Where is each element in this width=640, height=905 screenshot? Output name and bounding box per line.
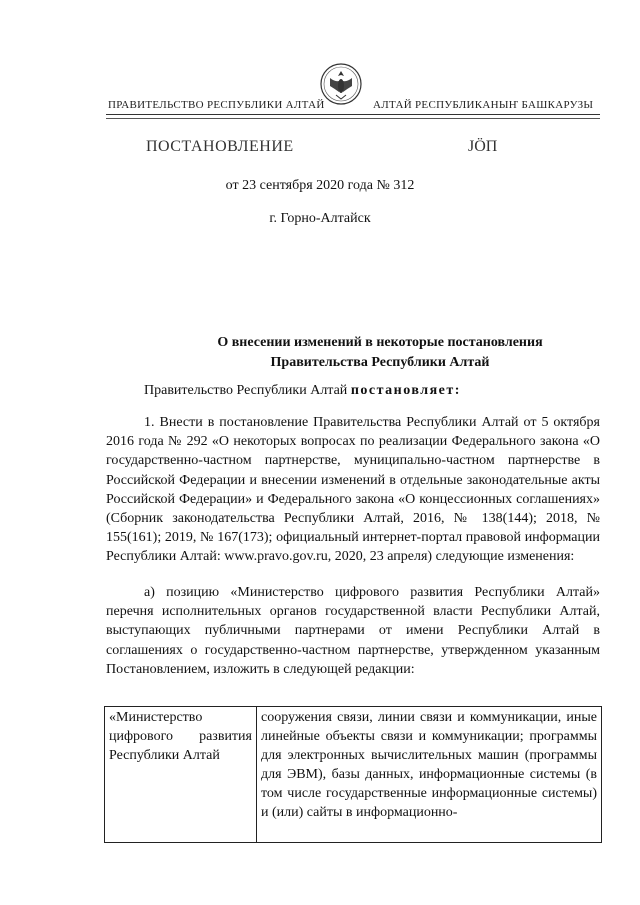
header-rule xyxy=(106,114,600,115)
title-line-2: Правительства Республики Алтай xyxy=(270,355,490,370)
table-row xyxy=(105,707,602,843)
city: г. Горно-Алтайск xyxy=(269,211,371,226)
coat-of-arms-emblem xyxy=(318,62,364,106)
table-cell-objects: сооружения связи, линии связи и коммуникации, иные линейные объекты связи и коммуникации; программы для электронных вычислительных машин (программы для ЭВМ), базы данных, информационные системы (в том числе государственные информационные системы) и (или) сайты в информационно- xyxy=(257,707,602,843)
title-line-1: О внесении изменений в некоторые постановления xyxy=(217,335,543,350)
intro-text: Правительство Республики Алтай xyxy=(144,383,351,398)
doc-type-alt: JÖП xyxy=(468,138,498,155)
document-title xyxy=(100,333,620,373)
table-cell-ministry: «Министерство цифрового развития Республики Алтай xyxy=(105,707,257,843)
paragraph-1: 1. Внести в постановление Правительства Республики Алтай от 5 октября 2016 года № 292 «О некоторых вопросах по реализации Федерального закона «О государственно-частном партнерстве, муниципально-частном партнерстве в Российской Федерации и внесении изменений в отдельные законодательные акты Российской Федерации» и Федерального закона «О концессионных соглашениях» (Сборник законодательства Республики Алтай, 2016, № 138(144); 2018, № 155(161); 2019, № 167(173); официальный интернет-портал правовой информации Республики Алтай: www.pravo.gov.ru, 2020, 23 апреля) следующие изменения: xyxy=(106,415,600,565)
inserted-table xyxy=(104,706,602,843)
header-rule-thin xyxy=(106,118,600,119)
doc-type-ru: ПОСТАНОВЛЕНИЕ xyxy=(146,138,294,155)
paragraph-2: а) позицию «Министерство цифрового развития Республики Алтай» перечня исполнительных органов государственной власти Республики Алтай, выступающих публичными партнерами от имени Республики Алтай в соглашениях о государственно-частном партнерстве, утвержденном указанным Постановлением, изложить в следующей редакции: xyxy=(106,585,600,677)
date-number: от 23 сентября 2020 года № 312 xyxy=(225,178,415,193)
header-org-left: ПРАВИТЕЛЬСТВО РЕСПУБЛИКИ АЛТАЙ xyxy=(108,99,325,111)
intro-line xyxy=(144,383,461,399)
intro-emphasis: постановляет: xyxy=(350,383,461,398)
header-org-right: АЛТАЙ РЕСПУБЛИКАНЫҤ БАШКАРУЗЫ xyxy=(373,99,594,111)
